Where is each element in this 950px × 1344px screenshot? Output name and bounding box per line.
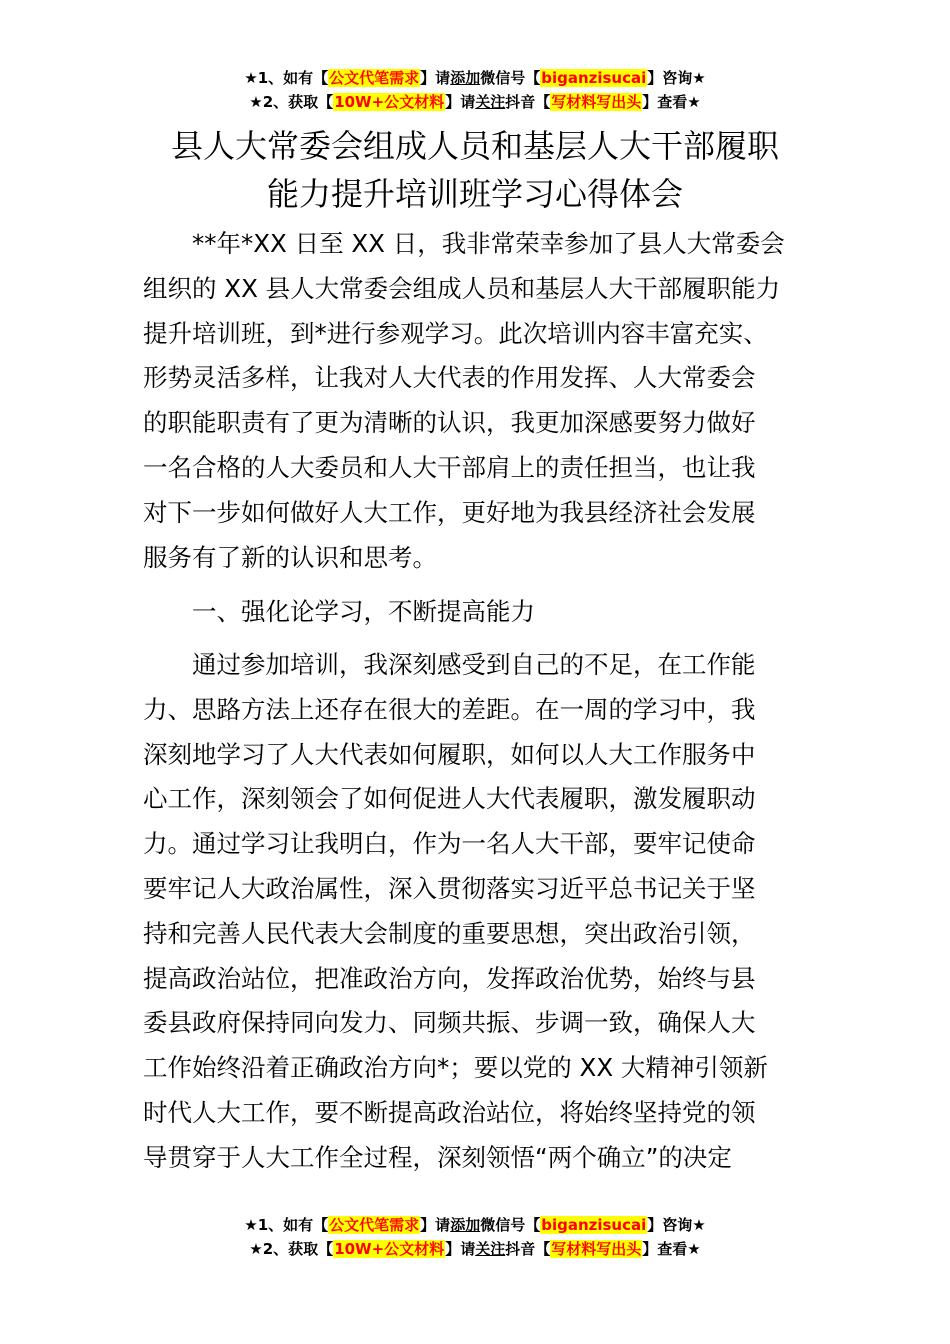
- highlight-wechat-id: biganzisucai: [541, 1216, 647, 1234]
- text-line: **年*XX 日至 XX 日，我非常荣幸参加了县人大常委会: [192, 229, 785, 258]
- highlight-douyin: 写材料写出头: [551, 93, 642, 111]
- paragraph-section-1: [143, 643, 808, 1181]
- text-line: 力、思路方法上还存在很大的差距。在一周的学习中，我: [143, 694, 756, 724]
- title-line-1: 县人大常委会组成人员和基层人大干部履职: [170, 127, 779, 165]
- text-line: 组织的 XX 县人大常委会组成人员和基层人大干部履职能力: [143, 273, 781, 303]
- text-line: 心工作，深刻领会了如何促进人大代表履职，激发履职动: [143, 784, 756, 814]
- text-line: 提高政治站位，把准政治方向，发挥政治优势，始终与县: [143, 963, 756, 993]
- section-heading-text: 一、强化论学习，不断提高能力: [192, 597, 535, 626]
- text-line: 持和完善人民代表大会制度的重要思想，突出政治引领，: [143, 918, 756, 948]
- banner-line-2: ★2、获取【10W+公文材料】请关注抖音【写材料写出头】查看★: [249, 93, 701, 111]
- text-line: 深刻地学习了人大代表如何履职，如何以人大工作服务中: [143, 739, 756, 769]
- highlight-service: 公文代笔需求: [329, 1216, 420, 1234]
- text-line: 对下一步如何做好人大工作，更好地为我县经济社会发展: [143, 497, 756, 527]
- highlight-materials: 10W+公文材料: [334, 93, 445, 111]
- footer-banner: [0, 1213, 950, 1261]
- title-line-2: 能力提升培训班学习心得体会: [266, 175, 683, 213]
- section-heading: [143, 590, 808, 635]
- highlight-service: 公文代笔需求: [329, 69, 420, 87]
- banner-line-2: ★2、获取【10W+公文材料】请关注抖音【写材料写出头】查看★: [249, 1240, 701, 1258]
- header-banner: [0, 66, 950, 114]
- text-line: 的职能职责有了更为清晰的认识，我更加深感要努力做好: [143, 408, 756, 438]
- text-line: 时代人大工作，要不断提高政治站位，将始终坚持党的领: [143, 1097, 756, 1127]
- text-line: 委县政府保持同向发力、同频共振、步调一致，确保人大: [143, 1008, 756, 1038]
- text-line: 通过参加培训，我深刻感受到自己的不足，在工作能: [192, 650, 756, 679]
- text-line: 工作始终沿着正确政治方向*；要以党的 XX 大精神引领新: [143, 1053, 768, 1083]
- text-line: 服务有了新的认识和思考。: [143, 542, 437, 572]
- document-title: [100, 122, 850, 218]
- highlight-wechat-id: biganzisucai: [541, 69, 647, 87]
- highlight-douyin: 写材料写出头: [551, 1240, 642, 1258]
- text-line: 要牢记人大政治属性，深入贯彻落实习近平总书记关于坚: [143, 873, 756, 903]
- text-line: 形势灵活多样，让我对人大代表的作用发挥、人大常委会: [143, 363, 756, 393]
- paragraph-intro: [143, 222, 808, 580]
- text-line: 一名合格的人大委员和人大干部肩上的责任担当，也让我: [143, 452, 756, 482]
- text-line: 提升培训班，到*进行参观学习。此次培训内容丰富充实、: [143, 318, 768, 348]
- text-line: 力。通过学习让我明白，作为一名人大干部，要牢记使命: [143, 829, 756, 859]
- text-line: 导贯穿于人大工作全过程，深刻领悟“两个确立”的决定: [143, 1142, 732, 1172]
- highlight-materials: 10W+公文材料: [334, 1240, 445, 1258]
- banner-line-1: ★1、如有【公文代笔需求】请添加微信号【biganzisucai】咨询★: [244, 69, 706, 87]
- banner-line-1: ★1、如有【公文代笔需求】请添加微信号【biganzisucai】咨询★: [244, 1216, 706, 1234]
